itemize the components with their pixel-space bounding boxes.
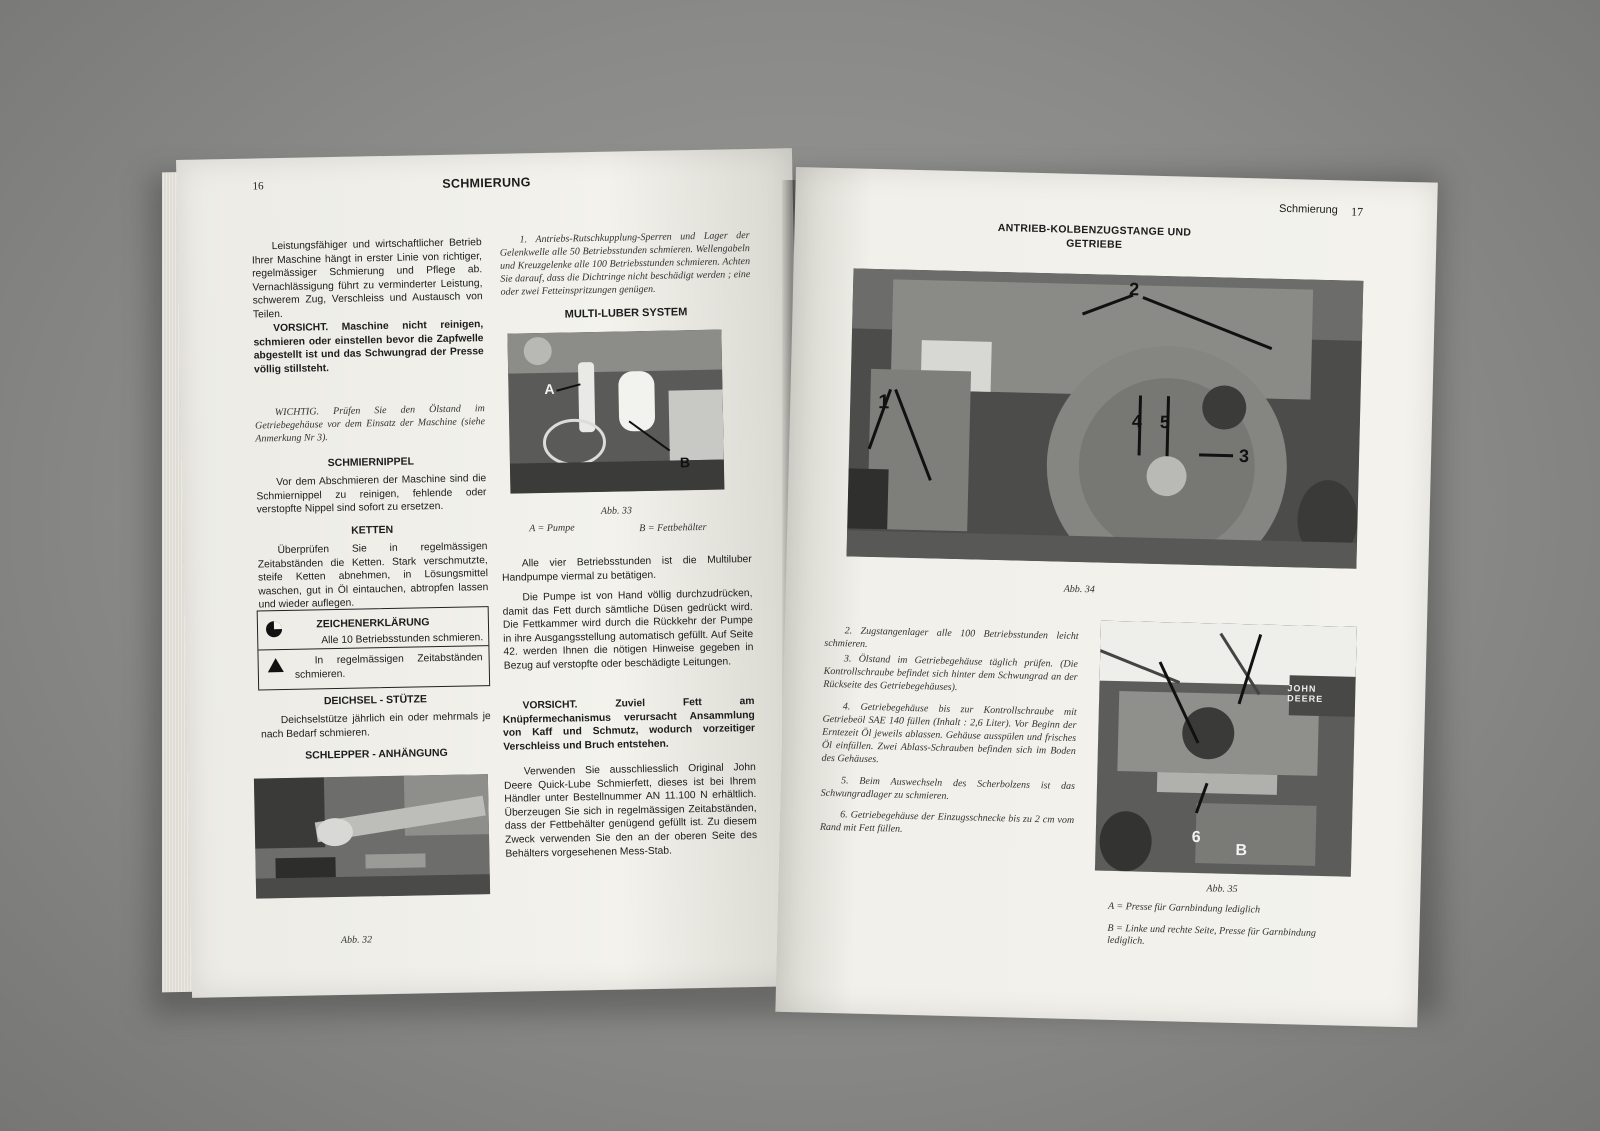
multiluber-paragraph-1: Alle vier Betriebsstunden ist die Multiluber Handpumpe viermal zu betätigen. <box>501 554 752 584</box>
right-page <box>775 167 1437 1027</box>
intro-paragraph: Leistungsfähiger und wirtschaftlicher Betrieb Ihrer Maschine hängt in erster Linie von richtiger, regelmässiger Schmierung und Pflege ab. Vernachlässigung führt zu verminderter Leistung, schwerem Zug, Verschleiss und Austausch von Teilen. <box>251 237 483 321</box>
note-4: 4. Getriebegehäuse bis zur Kontrollschraube mit Getriebeöl SAE 140 füllen (Inhalt : 2,6 Liter). Vor Beginn der Erntezeit Öl jeweils ablassen. Gehäuse ausspülen und frisches Öl einfüllen. Zwei Ablass-Schrauben befinden sich im Boden des Gehäuses. <box>821 701 1077 766</box>
note-5: 5. Beim Auswechseln des Scherbolzens ist das Schwungradlager zu schmieren. <box>820 775 1076 802</box>
triangle-icon <box>268 658 284 672</box>
hitch-heading: SCHLEPPER - ANHÄNGUNG <box>305 746 448 762</box>
caution-paragraph-2: VORSICHT. Zuviel Fett am Knüpfermechanismus verursacht Ansammlung von Kaff und Schmutz, wodurch vorzeitiger Verschleiss und Bruch entstehen. <box>502 695 756 753</box>
fig34-mark-2: 2 <box>1128 279 1140 300</box>
fig34-mark-3: 3 <box>1238 445 1250 467</box>
fig35-mark-b: B <box>1235 841 1248 860</box>
legend-row2: In regelmässigen Zeitabständen schmieren. <box>294 652 483 681</box>
figure-33-label-b: B = Fettbehälter <box>639 521 707 535</box>
fig34-mark-1: 1 <box>878 391 890 414</box>
figure-35-photo <box>1095 621 1357 877</box>
fig33-mark-b: B <box>679 454 691 471</box>
fig34-mark-5: 5 <box>1159 411 1171 433</box>
figure-32-caption: Abb. 32 <box>340 934 373 946</box>
fig35-brand: JOHN DEERE <box>1287 683 1324 705</box>
grease-paragraph: Verwenden Sie ausschliesslich Original John Deere Quick-Lube Schmierfett, dieses ist bei Ihrem Händler unter Bestellnummer AN 11.100 N erhältlich. Überzeugen Sie sich in regelmässigen Zeitabständen, dass der Fettbehälter genügend gefüllt ist. Zu diesem Zweck verwenden Sie den an der oberen Seite des Behälters vorgesehenen Mess-Stab. <box>503 761 758 860</box>
drawbar-heading: DEICHSEL - STÜTZE <box>323 693 428 708</box>
section-title-line2: GETRIEBE <box>1066 237 1123 251</box>
figure-35-caption: Abb. 35 <box>1206 883 1238 896</box>
fig35-mark-6: 6 <box>1191 828 1201 847</box>
figure-35-legend-b: B = Linke und rechte Seite, Presse für Garnbindung lediglich. <box>1107 922 1317 947</box>
page-number-right: 17 <box>1350 204 1364 219</box>
fig33-mark-a: A <box>544 380 555 397</box>
legend-title: ZEICHENERKLÄRUNG <box>316 616 430 631</box>
section-title-line1: ANTRIEB-KOLBENZUGSTANGE UND <box>997 221 1192 239</box>
drive-clutch-note: 1. Antriebs-Rutschkupplung-Sperren und Lager der Gelenkwelle alle 50 Betriebsstunden schmieren. Wellengabeln und Kreuzgelenke alle 100 Betriebsstunden schmieren. Achten Sie darauf, dass die Dichtringe nicht beschädigt werden ; eine oder zwei Fetteinspritzungen genügen. <box>499 230 751 298</box>
figure-33-photo <box>507 330 724 494</box>
page-number-left: 16 <box>252 180 264 193</box>
note-6: 6. Getriebegehäuse der Einzugsschnecke bis zu 2 cm vom Rand mit Fett füllen. <box>819 809 1075 835</box>
page-title: SCHMIERUNG <box>442 175 531 191</box>
caution-paragraph: VORSICHT. Maschine nicht reinigen, schmieren oder einstellen bevor die Zapfwelle abgestellt ist und das Schwungrad der Presse völlig stillsteht. <box>253 319 484 376</box>
figure-34-caption: Abb. 34 <box>1063 583 1095 596</box>
nipple-paragraph: Vor dem Abschmieren der Maschine sind die Schmiernippel zu reinigen, fehlende oder verstopfte Nippel sind sofort zu ersetzen. <box>256 473 487 516</box>
nipple-heading: SCHMIERNIPPEL <box>327 455 415 470</box>
figure-33-caption: Abb. 33 <box>600 505 633 517</box>
note-2: 2. Zugstangenlager alle 100 Betriebsstunden leicht schmieren. <box>824 625 1079 650</box>
legend-row1: Alle 10 Betriebsstunden schmieren. <box>321 632 484 647</box>
drawbar-paragraph: Deichselstütze jährlich ein oder mehrmals je nach Bedarf schmieren. <box>260 711 491 741</box>
left-page <box>176 148 808 998</box>
figure-33-label-a: A = Pumpe <box>529 522 575 535</box>
figure-34-photo <box>847 268 1364 568</box>
circle-lube-icon <box>266 621 282 637</box>
figure-35-legend-a: A = Presse für Garnbindung lediglich <box>1107 900 1261 916</box>
note-3: 3. Ölstand im Getriebegehäuse täglich prüfen. (Die Kontrollschraube befindet sich hinter dem Schwungrad an der Rückseite des Getriebegehäuses). <box>823 653 1079 694</box>
legend-box <box>257 606 490 690</box>
chains-paragraph: Überprüfen Sie in regelmässigen Zeitabständen die Ketten. Stark verschmutzte, steife Ketten abnehmen, in Lösungsmittel waschen, gut in Öl eintauchen, abtropfen lassen und wieder auflegen. <box>257 541 489 611</box>
chains-heading: KETTEN <box>351 523 394 537</box>
multiluber-heading: MULTI-LUBER SYSTEM <box>564 306 688 321</box>
figure-32-photo <box>254 774 490 898</box>
running-header: Schmierung <box>1278 202 1338 217</box>
multiluber-paragraph-2: Die Pumpe ist von Hand völlig durchzudrücken, damit das Fett durch sämtliche Düsen gedrückt wird. Die Fettkammer wird durch die Rückkehr der Pumpe in ihre Ausgangsstellung automatisch gefüllt. Auf Seite 42. werden Ihnen die nötigen Hinweise gegeben in Bezug auf verstopfte oder beschädigte Leitungen. <box>502 588 754 672</box>
important-note: WICHTIG. Prüfen Sie den Ölstand im Getriebegehäuse vor dem Einsatz der Maschine (siehe Anmerkung Nr 3). <box>255 403 486 445</box>
fig34-mark-4: 4 <box>1131 411 1143 432</box>
